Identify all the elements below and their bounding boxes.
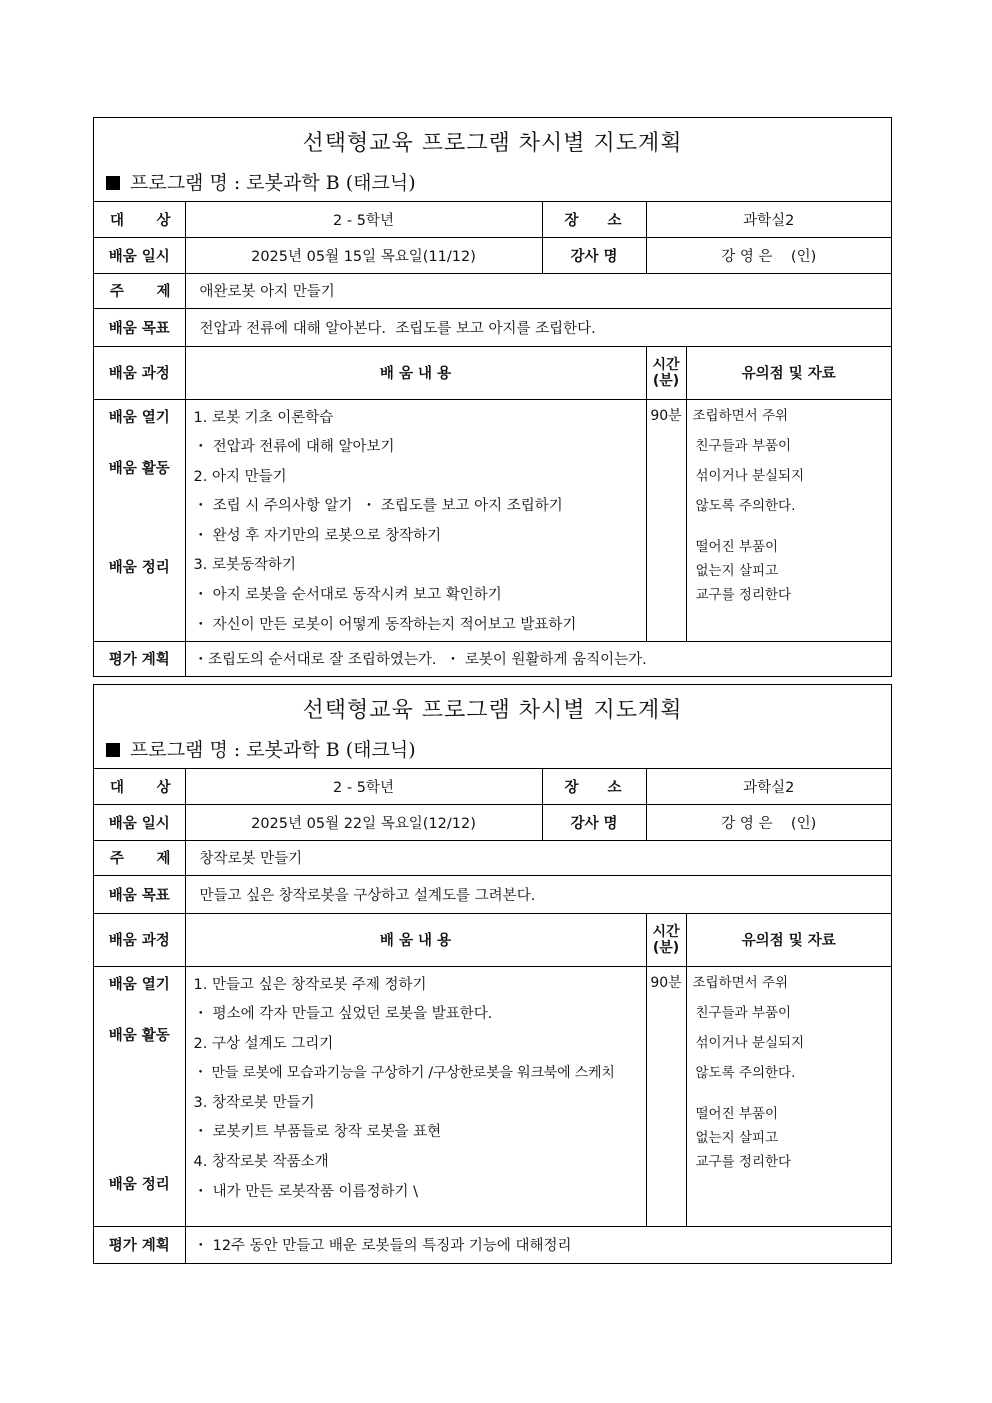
place-label: 장 소 — [542, 202, 646, 237]
content-line: 2. 구상 설계도 그리기 — [193, 1035, 334, 1052]
time-value: 90분 — [646, 399, 686, 641]
instructor-value: 강 영 은 (인) — [646, 804, 891, 840]
plan-title: 선택형교육 프로그램 차시별 지도계획 — [302, 131, 683, 156]
time-label: 시간 (분) — [646, 346, 686, 399]
content-line: ・ 아지 로봇을 순서대로 동작시켜 보고 확인하기 — [193, 587, 502, 604]
notes-cell — [686, 399, 891, 641]
note-line: 조립하면서 주위 — [692, 974, 789, 991]
topic-value: 애완로봇 아지 만들기 — [185, 273, 891, 308]
stage-opening: 배움 열기 — [108, 976, 170, 993]
content-line: ・ 자신이 만든 로봇이 어떻게 동작하는지 적어보고 발표하기 — [193, 616, 577, 633]
topic-value: 창작로봇 만들기 — [185, 840, 891, 875]
content-line: ・ 만들 로봇에 모습과기능을 구상하기 /구상한로봇을 워크북에 스케치 — [193, 1065, 615, 1082]
date-label: 배움 일시 — [94, 237, 185, 273]
content-line: 3. 로봇동작하기 — [193, 557, 296, 574]
plan-table — [94, 202, 891, 676]
eval-label: 평가 계획 — [94, 1226, 185, 1263]
stages-cell — [94, 966, 185, 1226]
notes-label: 유의점 및 자료 — [686, 346, 891, 399]
notes-label: 유의점 및 자료 — [686, 913, 891, 966]
note-line: 조립하면서 주위 — [692, 407, 789, 424]
notes-cell — [686, 966, 891, 1226]
process-label: 배움 과정 — [94, 913, 185, 966]
program-name-text: 프로그램 명 : 로봇과학 B (태크닉) — [130, 739, 416, 761]
target-value: 2 - 5학년 — [185, 769, 542, 804]
plan-header — [94, 118, 891, 202]
stage-activity: 배움 활동 — [108, 460, 170, 477]
target-label: 대 상 — [94, 202, 185, 237]
content-line: ・ 조립 시 주의사항 알기 ・ 조립도를 보고 아지 조립하기 — [193, 498, 563, 515]
target-label: 대 상 — [94, 769, 185, 804]
content-line: 3. 창작로봇 만들기 — [193, 1094, 315, 1111]
plan-table — [94, 769, 891, 1263]
note-line: 섞이거나 분실되지 — [695, 1034, 805, 1051]
square-bullet-icon — [106, 176, 120, 190]
content-line: ・ 평소에 각자 만들고 싶었던 로봇을 발표한다. — [193, 1006, 493, 1023]
content-label: 배 움 내 용 — [185, 346, 646, 399]
instructor-label: 강사 명 — [542, 237, 646, 273]
place-value: 과학실2 — [646, 769, 891, 804]
content-cell — [185, 399, 646, 641]
content-line: 4. 창작로봇 작품소개 — [193, 1154, 329, 1171]
stage-closing: 배움 정리 — [108, 559, 170, 576]
goal-label: 배움 목표 — [94, 308, 185, 346]
note-line: 교구를 정리한다 — [695, 1153, 792, 1170]
stage-opening: 배움 열기 — [108, 409, 170, 426]
eval-value: ・ 12주 동안 만들고 배운 로봇들의 특징과 기능에 대해정리 — [185, 1226, 891, 1263]
program-name-text: 프로그램 명 : 로봇과학 B (태크닉) — [130, 172, 416, 194]
target-value: 2 - 5학년 — [185, 202, 542, 237]
content-line: ・ 로봇키트 부품들로 창작 로봇을 표현 — [193, 1124, 442, 1141]
topic-label: 주 제 — [94, 840, 185, 875]
content-line: 2. 아지 만들기 — [193, 468, 287, 485]
process-label: 배움 과정 — [94, 346, 185, 399]
note-line: 없는지 살피고 — [695, 1129, 779, 1146]
content-cell — [185, 966, 646, 1226]
lesson-plan-1 — [93, 117, 892, 677]
date-label: 배움 일시 — [94, 804, 185, 840]
content-line: ・ 완성 후 자기만의 로봇으로 창작하기 — [193, 527, 442, 544]
content-line: ・ 내가 만든 로봇작품 이름정하기 \ — [193, 1183, 419, 1200]
place-label: 장 소 — [542, 769, 646, 804]
plan-header — [94, 685, 891, 769]
note-line: 떨어진 부품이 — [695, 538, 779, 555]
stage-closing: 배움 정리 — [108, 1176, 170, 1193]
instructor-label: 강사 명 — [542, 804, 646, 840]
goal-label: 배움 목표 — [94, 875, 185, 913]
content-label: 배 움 내 용 — [185, 913, 646, 966]
goal-value: 만들고 싶은 창작로봇을 구상하고 설계도를 그려본다. — [185, 875, 891, 913]
content-line: 1. 만들고 싶은 창작로봇 주제 정하기 — [193, 976, 427, 993]
plan-title: 선택형교육 프로그램 차시별 지도계획 — [302, 698, 683, 723]
content-line: 1. 로봇 기초 이론학습 — [193, 409, 334, 426]
instructor-value: 강 영 은 (인) — [646, 237, 891, 273]
date-value: 2025년 05월 22일 목요일(12/12) — [185, 804, 542, 840]
eval-value: ・조립도의 순서대로 잘 조립하였는가. ・ 로봇이 원활하게 움직이는가. — [185, 641, 891, 676]
goal-value: 전압과 전류에 대해 알아본다. 조립도를 보고 아지를 조립한다. — [185, 308, 891, 346]
date-value: 2025년 05월 15일 목요일(11/12) — [185, 237, 542, 273]
stage-activity: 배움 활동 — [108, 1027, 170, 1044]
content-line: ・ 전압과 전류에 대해 알아보기 — [193, 439, 395, 456]
note-line: 친구들과 부품이 — [695, 1004, 792, 1021]
place-value: 과학실2 — [646, 202, 891, 237]
lesson-plan-2 — [93, 684, 892, 1264]
time-label: 시간 (분) — [646, 913, 686, 966]
note-line: 떨어진 부품이 — [695, 1105, 779, 1122]
note-line: 않도록 주의한다. — [695, 497, 796, 514]
square-bullet-icon — [106, 743, 120, 757]
note-line: 친구들과 부품이 — [695, 437, 792, 454]
note-line: 섞이거나 분실되지 — [695, 467, 805, 484]
topic-label: 주 제 — [94, 273, 185, 308]
program-name — [106, 735, 416, 762]
note-line: 없는지 살피고 — [695, 562, 779, 579]
program-name — [106, 168, 416, 195]
time-value: 90분 — [646, 966, 686, 1226]
note-line: 교구를 정리한다 — [695, 586, 792, 603]
eval-label: 평가 계획 — [94, 641, 185, 676]
note-line: 않도록 주의한다. — [695, 1064, 796, 1081]
stages-cell — [94, 399, 185, 641]
